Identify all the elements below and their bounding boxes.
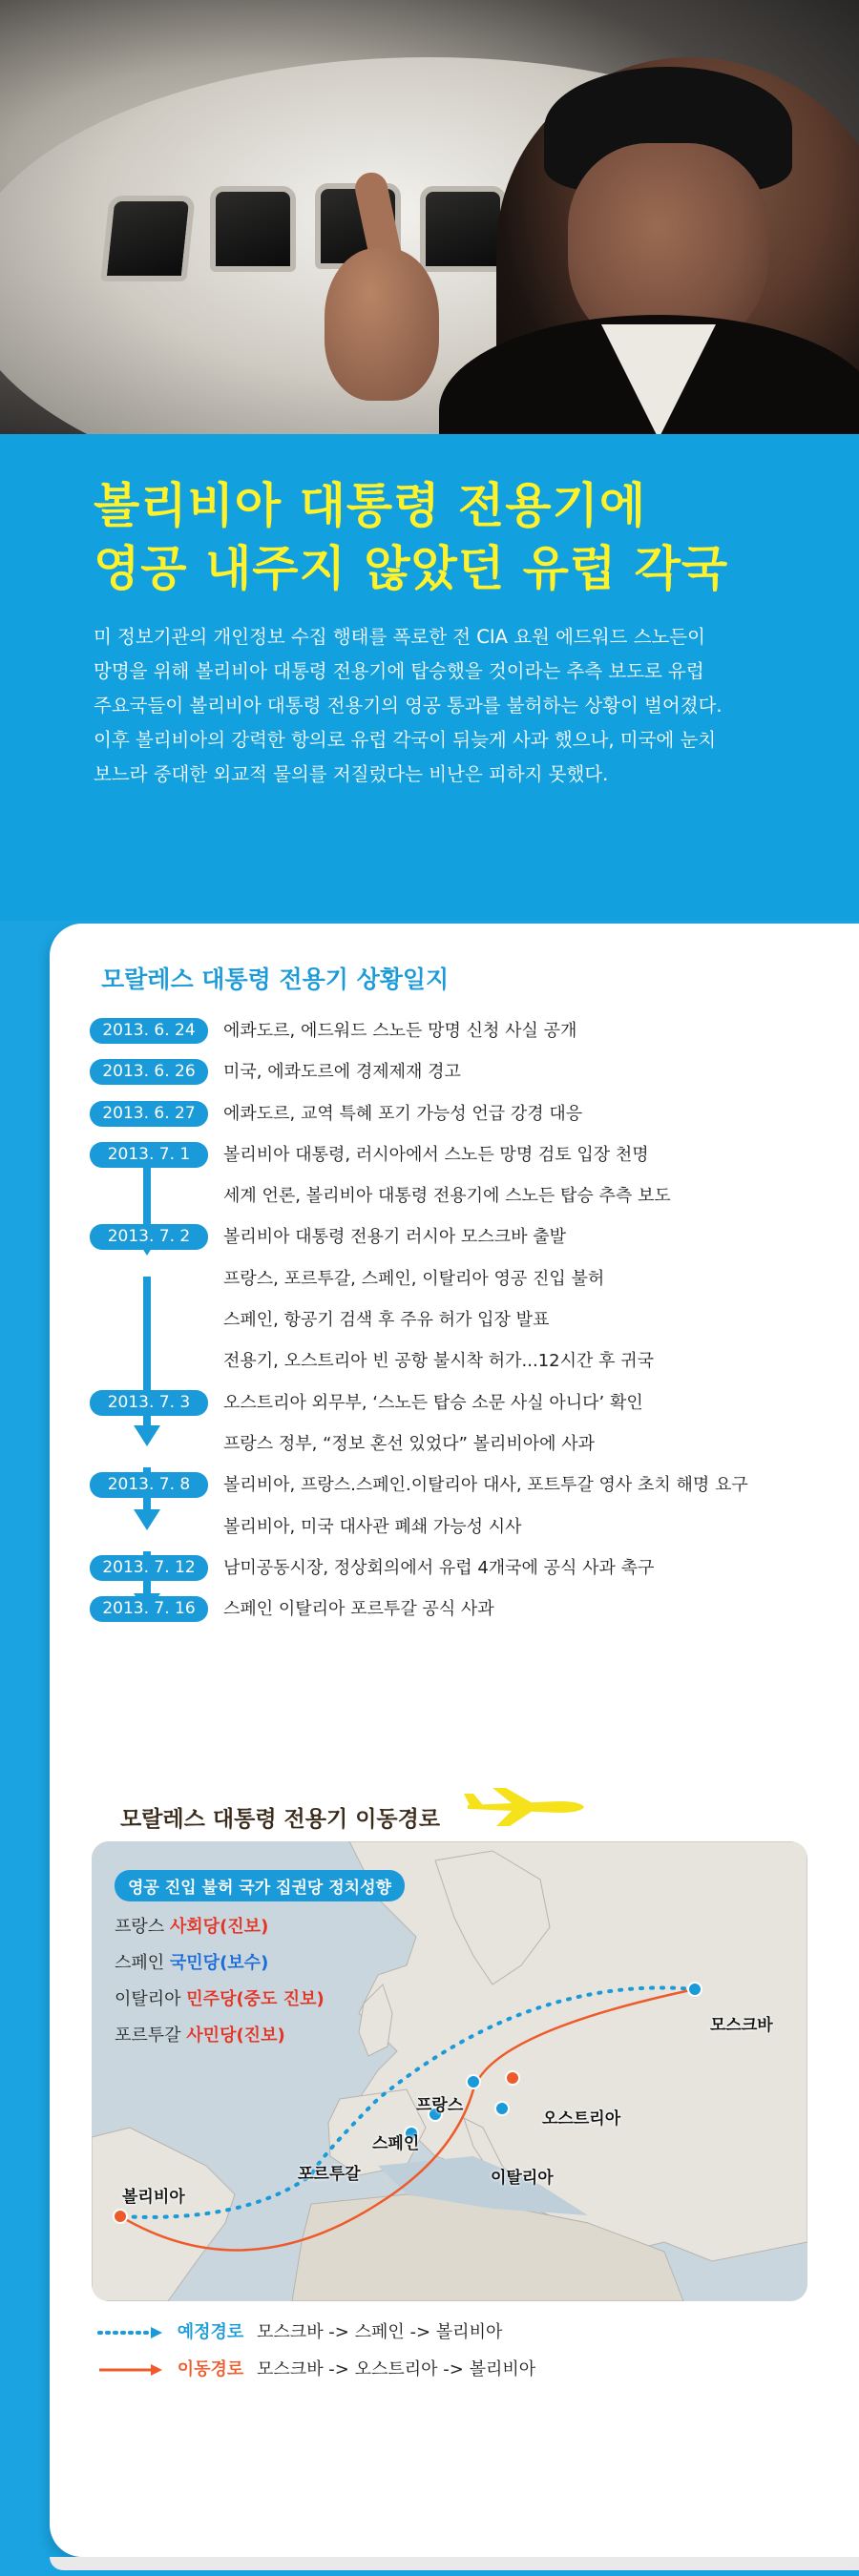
timeline-title: 모랄레스 대통령 전용기 상황일지 <box>101 966 450 993</box>
event-text: 볼리비아, 프랑스.스페인.이탈리아 대사, 포트투갈 영사 초치 해명 요구 <box>223 1475 748 1496</box>
planned-route-label: 예정경로 <box>177 2322 244 2342</box>
intro-line: 망명을 위해 볼리비아 대통령 전용기에 탑승했을 것이라는 추측 보도로 유럽 <box>94 660 704 682</box>
timeline-row <box>90 1423 844 1464</box>
event-text: 전용기, 오스트리아 빈 공항 불시착 허가...12시간 후 귀국 <box>223 1351 654 1372</box>
city-label-portugal: 포르투갈 <box>298 2165 361 2184</box>
date-badge: 2013. 7. 8 <box>90 1472 208 1498</box>
timeline-row <box>90 1257 844 1298</box>
date-badge: 2013. 7. 16 <box>90 1596 208 1622</box>
city-label-france: 프랑스 <box>416 2096 464 2115</box>
party-row <box>115 1913 405 1938</box>
actual-route-path: 모스크바 -> 오스트리아 -> 볼리비아 <box>257 2359 536 2379</box>
headline-line: 볼리비아 대통령 전용기에 <box>94 478 647 533</box>
city-label-spain: 스페인 <box>372 2134 420 2153</box>
city-label-bolivia: 볼리비아 <box>122 2188 185 2207</box>
event-text: 볼리비아 대통령 전용기 러시아 모스크바 출발 <box>223 1227 566 1248</box>
timeline-row <box>90 1298 844 1340</box>
actual-route-legend <box>97 2356 535 2380</box>
airplane-window <box>420 186 506 272</box>
event-text: 볼리비아 대통령, 러시아에서 스노든 망명 검토 입장 천명 <box>223 1144 649 1165</box>
event-text: 세계 언론, 볼리비아 대통령 전용기에 스노든 탑승 추측 보도 <box>223 1186 671 1207</box>
party-name: 사민당(진보) <box>186 2025 285 2046</box>
event-text: 스페인 이탈리아 포르투갈 공식 사과 <box>223 1599 494 1620</box>
party-name: 민주당(중도 진보) <box>186 1989 325 2009</box>
party-name: 국민당(보수) <box>169 1953 269 1973</box>
date-badge: 2013. 6. 24 <box>90 1018 208 1044</box>
route-map-title: 모랄레스 대통령 전용기 이동경로 <box>120 1807 441 1832</box>
solid-arrow-icon <box>97 2362 164 2378</box>
intro-line: 미 정보기관의 개인정보 수집 행태를 폭로한 전 CIA 요원 에드워드 스노든이 <box>94 626 705 648</box>
party-country: 이탈리아 <box>115 1989 181 2009</box>
event-text: 에콰도르, 에드워드 스노든 망명 신청 사실 공개 <box>223 1021 577 1041</box>
party-country: 프랑스 <box>115 1917 165 1937</box>
party-row <box>115 2022 405 2046</box>
city-label-austria: 오스트리아 <box>542 2109 621 2129</box>
timeline-row <box>90 1092 844 1133</box>
date-badge: 2013. 6. 27 <box>90 1101 208 1127</box>
timeline-row <box>90 1506 844 1547</box>
timeline <box>90 1009 844 1629</box>
intro-line: 주요국들이 볼리비아 대통령 전용기의 영공 통과를 불허하는 상황이 벌어졌다. <box>94 695 723 717</box>
legend-heading: 영공 진입 불허 국가 집권당 정치성향 <box>115 1870 405 1901</box>
planned-route-legend <box>97 2318 502 2343</box>
timeline-row <box>90 1174 844 1215</box>
event-text: 볼리비아, 미국 대사관 폐쇄 가능성 시사 <box>223 1516 522 1537</box>
headline <box>94 474 728 600</box>
event-text: 에콰도르, 교역 특혜 포기 가능성 언급 강경 대응 <box>223 1103 583 1124</box>
timeline-row <box>90 1381 844 1423</box>
party-name: 사회당(진보) <box>169 1917 269 1937</box>
timeline-row <box>90 1009 844 1050</box>
date-badge: 2013. 6. 26 <box>90 1059 208 1085</box>
airplane-icon <box>464 1788 588 1826</box>
intro-line: 이후 볼리비아의 강력한 항의로 유럽 각국이 뒤늦게 사과 했으나, 미국에 눈치 <box>94 729 717 751</box>
timeline-row <box>90 1215 844 1257</box>
timeline-row <box>90 1340 844 1381</box>
timeline-row <box>90 1133 844 1174</box>
event-text: 프랑스, 포르투갈, 스페인, 이탈리아 영공 진입 불허 <box>223 1268 605 1289</box>
intro-paragraph <box>94 620 800 792</box>
date-badge: 2013. 7. 3 <box>90 1390 208 1416</box>
intro-section <box>0 434 859 921</box>
hero-photo <box>0 0 859 434</box>
timeline-row <box>90 1547 844 1588</box>
airplane-window <box>210 186 296 272</box>
event-text: 스페인, 항공기 검색 후 주유 허가 입장 발표 <box>223 1310 550 1331</box>
planned-route-path: 모스크바 -> 스페인 -> 볼리비아 <box>257 2322 503 2342</box>
party-country: 포르투갈 <box>115 2025 181 2046</box>
date-badge: 2013. 7. 2 <box>90 1224 208 1250</box>
event-text: 미국, 에콰도르에 경제제재 경고 <box>223 1062 461 1083</box>
city-label-italy: 이탈리아 <box>491 2169 554 2188</box>
date-badge: 2013. 7. 12 <box>90 1555 208 1581</box>
event-text: 오스트리아 외무부, ‘스노든 탑승 소문 사실 아니다’ 확인 <box>223 1392 643 1413</box>
headline-line: 영공 내주지 않았던 유럽 각국 <box>94 541 729 596</box>
party-row <box>115 1949 405 1974</box>
dotted-arrow-icon <box>97 2325 164 2340</box>
party-legend <box>115 1870 405 2046</box>
date-badge: 2013. 7. 1 <box>90 1142 208 1168</box>
timeline-row <box>90 1588 844 1629</box>
party-country: 스페인 <box>115 1953 165 1973</box>
airplane-window <box>100 196 195 281</box>
intro-line: 보느라 중대한 외교적 물의를 저질렀다는 비난은 피하지 못했다. <box>94 763 609 785</box>
event-text: 프랑스 정부, “정보 혼선 있었다” 볼리비아에 사과 <box>223 1433 596 1454</box>
portrait-hand <box>325 248 439 401</box>
actual-route-label: 이동경로 <box>177 2359 244 2379</box>
party-row <box>115 1985 405 2010</box>
timeline-row <box>90 1050 844 1091</box>
city-label-moscow: 모스크바 <box>710 2016 773 2035</box>
timeline-row <box>90 1464 844 1505</box>
event-text: 남미공동시장, 정상회의에서 유럽 4개국에 공식 사과 촉구 <box>223 1557 655 1578</box>
